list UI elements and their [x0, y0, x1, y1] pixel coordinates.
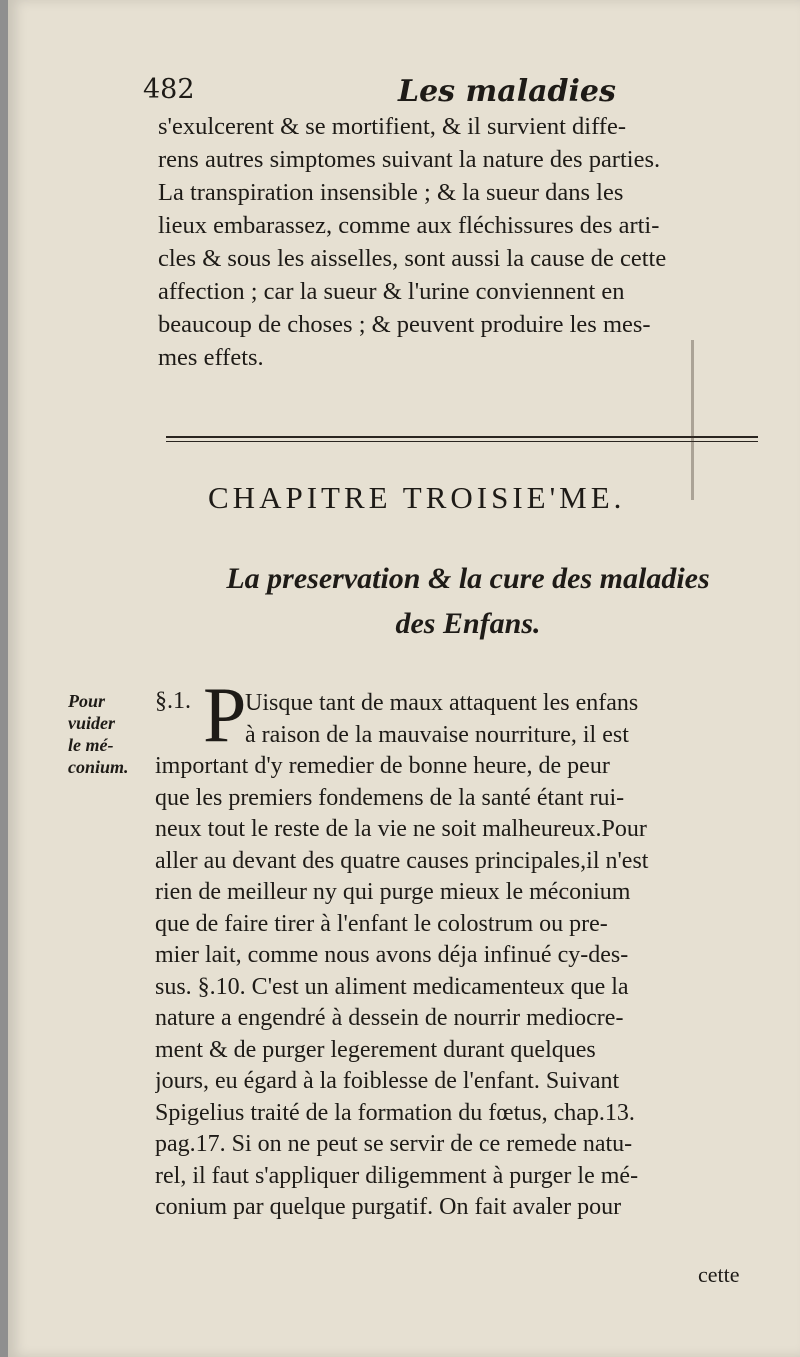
text-line: lieux embarassez, comme aux fléchissures des arti- [158, 212, 660, 239]
text-line: s'exulcerent & se mortifient, & il survient diffe- [158, 113, 626, 140]
continued-paragraph [158, 110, 768, 374]
text-line: Uisque tant de maux attaquent les enfans [245, 690, 639, 716]
text-line: Spigelius traité de la formation du fœtus, chap.13. [155, 1099, 635, 1126]
text-line: rens autres simptomes suivant la nature des parties. [158, 146, 661, 173]
text-line: mes effets. [158, 344, 264, 371]
margin-note-line: Pour [68, 691, 106, 711]
text-line: rien de meilleur ny qui purge mieux le méconium [155, 879, 631, 905]
chapter-heading: CHAPITRE TROISIE'ME. [208, 480, 626, 515]
margin-note-line: le mé- [68, 735, 114, 755]
text-line: cles & sous les aisselles, sont aussi la cause de cette [158, 245, 667, 272]
section-divider [166, 436, 758, 438]
text-line: que les premiers fondemens de la santé étant rui- [155, 784, 625, 811]
text-line: conium par quelque purgatif. On fait avaler pour [155, 1194, 622, 1220]
text-line: jours, eu égard à la foiblesse de l'enfant. Suivant [155, 1068, 620, 1094]
section-divider-thin [166, 441, 758, 442]
margin-note-line: conium. [68, 757, 129, 777]
running-title: Les maladies [398, 74, 616, 109]
subtitle-line: La preservation & la cure des maladies [226, 562, 710, 595]
section-mark: §.1. [155, 688, 191, 714]
text-line: nature a engendré à dessein de nourrir mediocre- [155, 1005, 624, 1031]
text-line: La transpiration insensible ; & la sueur dans les [158, 179, 624, 206]
text-line: aller au devant des quatre causes principales,il n'est [155, 847, 649, 874]
catchword: cette [698, 1262, 740, 1287]
page-crease [691, 340, 694, 500]
text-line: important d'y remedier de bonne heure, de peur [155, 753, 610, 779]
text-line: pag.17. Si on ne peut se servir de ce remede natu- [155, 1131, 633, 1157]
page-header [143, 74, 763, 114]
text-line: neux tout le reste de la vie ne soit malheureux.Pour [155, 816, 647, 842]
text-line: à raison de la mauvaise nourriture, il est [245, 721, 629, 748]
page-number: 482 [143, 74, 195, 105]
text-line: beaucoup de choses ; & peuvent produire les mes- [158, 311, 651, 338]
subtitle-line: des Enfans. [395, 607, 541, 640]
book-page [8, 0, 800, 1357]
text-line: rel, il faut s'appliquer diligemment à purger le mé- [155, 1162, 639, 1189]
drop-cap: P [203, 671, 247, 758]
text-line: affection ; car la sueur & l'urine conviennent en [158, 278, 625, 305]
main-paragraph [155, 688, 770, 1224]
margin-note-line: vuider [68, 713, 115, 733]
text-line: mier lait, comme nous avons déja infinué cy-des- [155, 942, 629, 968]
text-line: sus. §.10. C'est un aliment medicamenteux que la [155, 973, 629, 1000]
margin-note [68, 690, 158, 778]
chapter-subtitle [168, 556, 768, 646]
text-line: ment & de purger legerement durant quelques [155, 1036, 596, 1063]
text-line: que de faire tirer à l'enfant le colostrum ou pre- [155, 910, 608, 937]
